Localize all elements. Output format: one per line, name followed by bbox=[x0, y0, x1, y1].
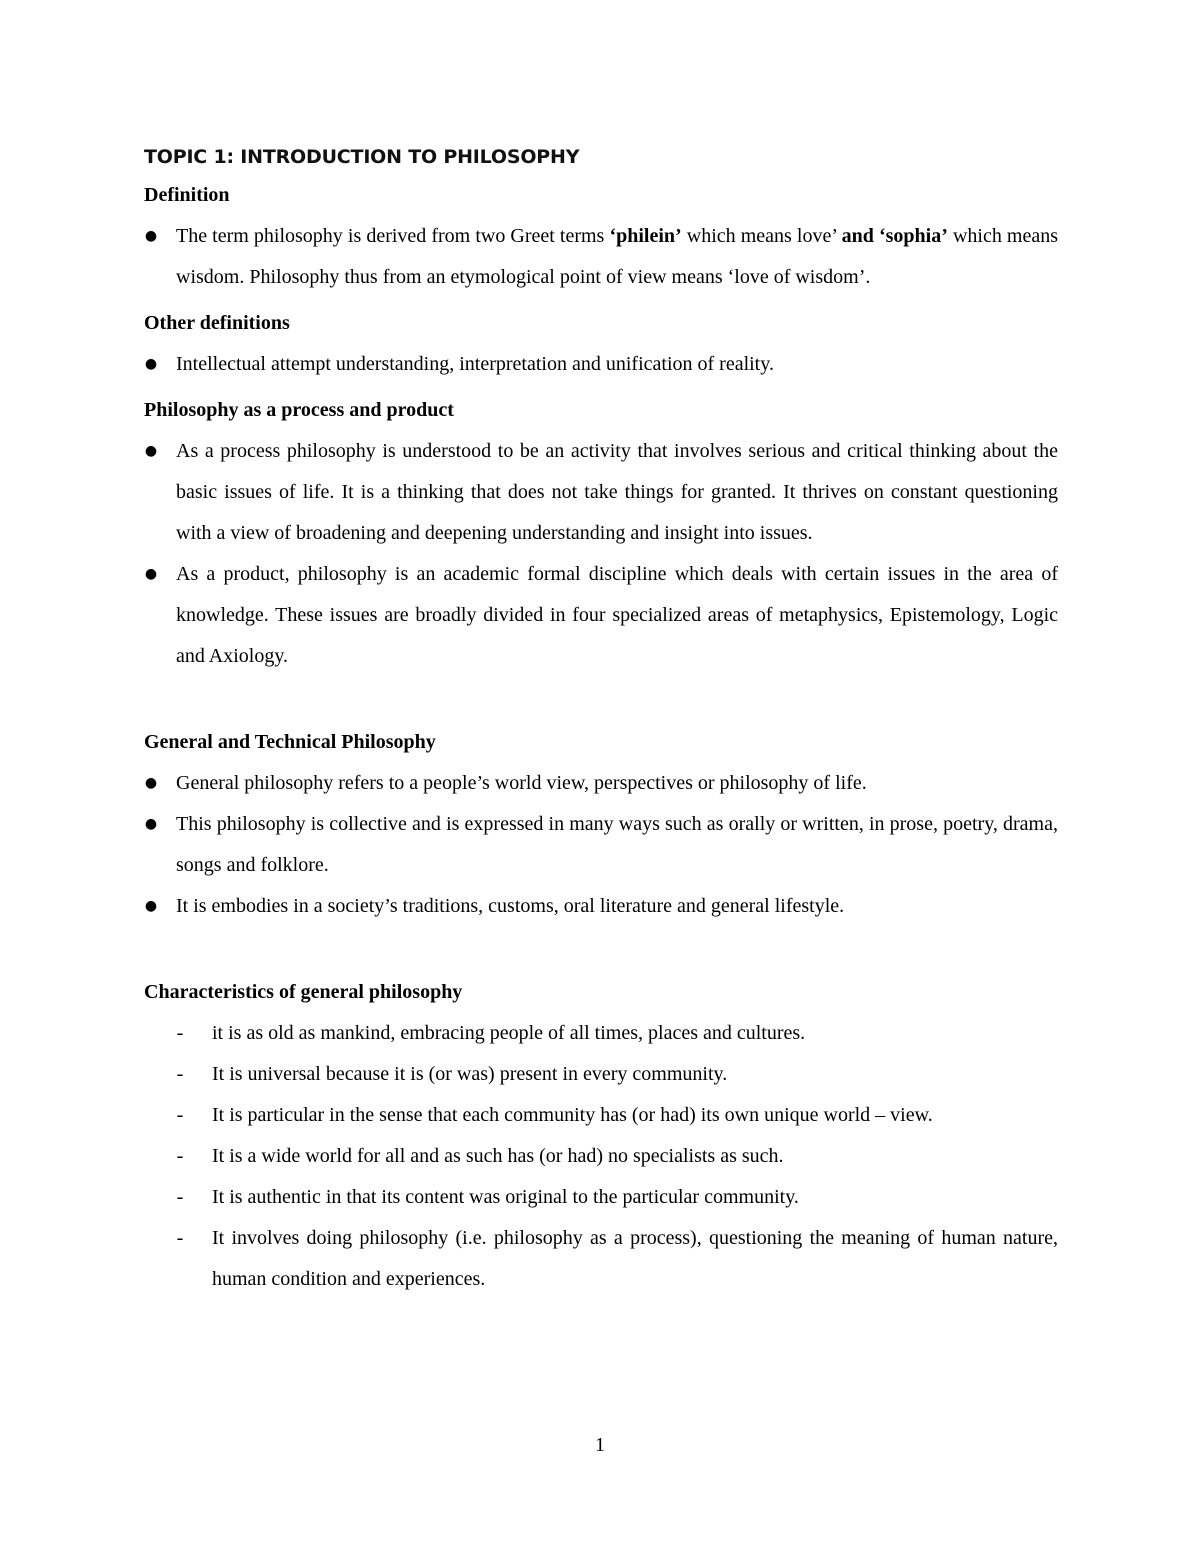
list-item bbox=[144, 804, 1058, 886]
dash-marker: - bbox=[176, 1104, 184, 1126]
bullet-icon: ● bbox=[144, 228, 158, 244]
definition-list bbox=[144, 216, 1058, 298]
bullet-icon: ● bbox=[144, 816, 158, 832]
section-heading-process-product: Philosophy as a process and product bbox=[144, 399, 454, 421]
definition-text-1: The term philosophy is derived from two Greet terms bbox=[176, 225, 610, 247]
list-item bbox=[144, 344, 1058, 385]
list-item bbox=[144, 554, 1058, 677]
definition-text-2: which means love’ bbox=[681, 225, 842, 247]
list-item-text: This philosophy is collective and is expressed in many ways such as orally or written, in prose, poetry, drama, songs and folklore. bbox=[176, 813, 1058, 876]
section-heading-definition: Definition bbox=[144, 184, 230, 206]
list-item-text: As a product, philosophy is an academic formal discipline which deals with certain issues in the area of knowledge. These issues are broadly divided in four specialized areas of metaphysics, Epistemology, Logic and Axiology. bbox=[176, 563, 1058, 667]
bullet-icon: ● bbox=[144, 898, 158, 914]
list-item bbox=[144, 1136, 1058, 1177]
list-item bbox=[144, 1013, 1058, 1054]
term-philein: ‘philein’ bbox=[609, 225, 682, 247]
dash-marker: - bbox=[176, 1186, 184, 1208]
list-item bbox=[144, 431, 1058, 554]
section-heading-characteristics: Characteristics of general philosophy bbox=[144, 981, 463, 1003]
section-heading-general-technical: General and Technical Philosophy bbox=[144, 731, 436, 753]
list-item-text: Intellectual attempt understanding, interpretation and unification of reality. bbox=[176, 353, 774, 375]
term-and: and bbox=[841, 225, 874, 247]
list-item bbox=[144, 1095, 1058, 1136]
bullet-icon: ● bbox=[144, 356, 158, 372]
list-item-text: It is authentic in that its content was original to the particular community. bbox=[212, 1186, 799, 1208]
list-item-text: General philosophy refers to a people’s world view, perspectives or philosophy of life. bbox=[176, 772, 867, 794]
page-number: 1 bbox=[595, 1434, 605, 1456]
list-item bbox=[144, 216, 1058, 298]
list-item-text: It is universal because it is (or was) present in every community. bbox=[212, 1063, 728, 1085]
list-item bbox=[144, 1177, 1058, 1218]
list-item bbox=[144, 886, 1058, 927]
characteristics-list bbox=[144, 1013, 1058, 1300]
list-item-text: It is particular in the sense that each community has (or had) its own unique world – view. bbox=[212, 1104, 933, 1126]
bullet-icon: ● bbox=[144, 443, 158, 459]
page-content bbox=[144, 140, 1058, 1300]
bullet-icon: ● bbox=[144, 566, 158, 582]
dash-marker: - bbox=[176, 1227, 184, 1249]
dash-marker: - bbox=[176, 1145, 184, 1167]
section-heading-other-definitions: Other definitions bbox=[144, 312, 290, 334]
list-item bbox=[144, 763, 1058, 804]
term-sophia: ‘sophia’ bbox=[878, 225, 948, 247]
page-title: TOPIC 1: INTRODUCTION TO PHILOSOPHY bbox=[144, 146, 580, 168]
definition-text-3: which means wisdom. Philosophy thus from an etymological point of view means ‘love of wisdom’. bbox=[176, 225, 1058, 288]
list-item-text: It involves doing philosophy (i.e. philosophy as a process), questioning the meaning of human nature, human condition and experiences. bbox=[212, 1227, 1058, 1290]
other-definitions-list bbox=[144, 344, 1058, 385]
bullet-icon: ● bbox=[144, 775, 158, 791]
list-item bbox=[144, 1218, 1058, 1300]
dash-marker: - bbox=[176, 1063, 184, 1085]
list-item bbox=[144, 1054, 1058, 1095]
list-item-text: it is as old as mankind, embracing people of all times, places and cultures. bbox=[212, 1022, 806, 1044]
dash-marker: - bbox=[176, 1022, 184, 1044]
process-product-list bbox=[144, 431, 1058, 677]
list-item-text: As a process philosophy is understood to be an activity that involves serious and critical thinking about the basic issues of life. It is a thinking that does not take things for granted. It thrives on constant questioning with a view of broadening and deepening understanding and insight into issues. bbox=[176, 440, 1058, 544]
list-item-text: It is a wide world for all and as such has (or had) no specialists as such. bbox=[212, 1145, 784, 1167]
list-item-text: It is embodies in a society’s traditions, customs, oral literature and general lifestyle. bbox=[176, 895, 845, 917]
general-technical-list bbox=[144, 763, 1058, 927]
